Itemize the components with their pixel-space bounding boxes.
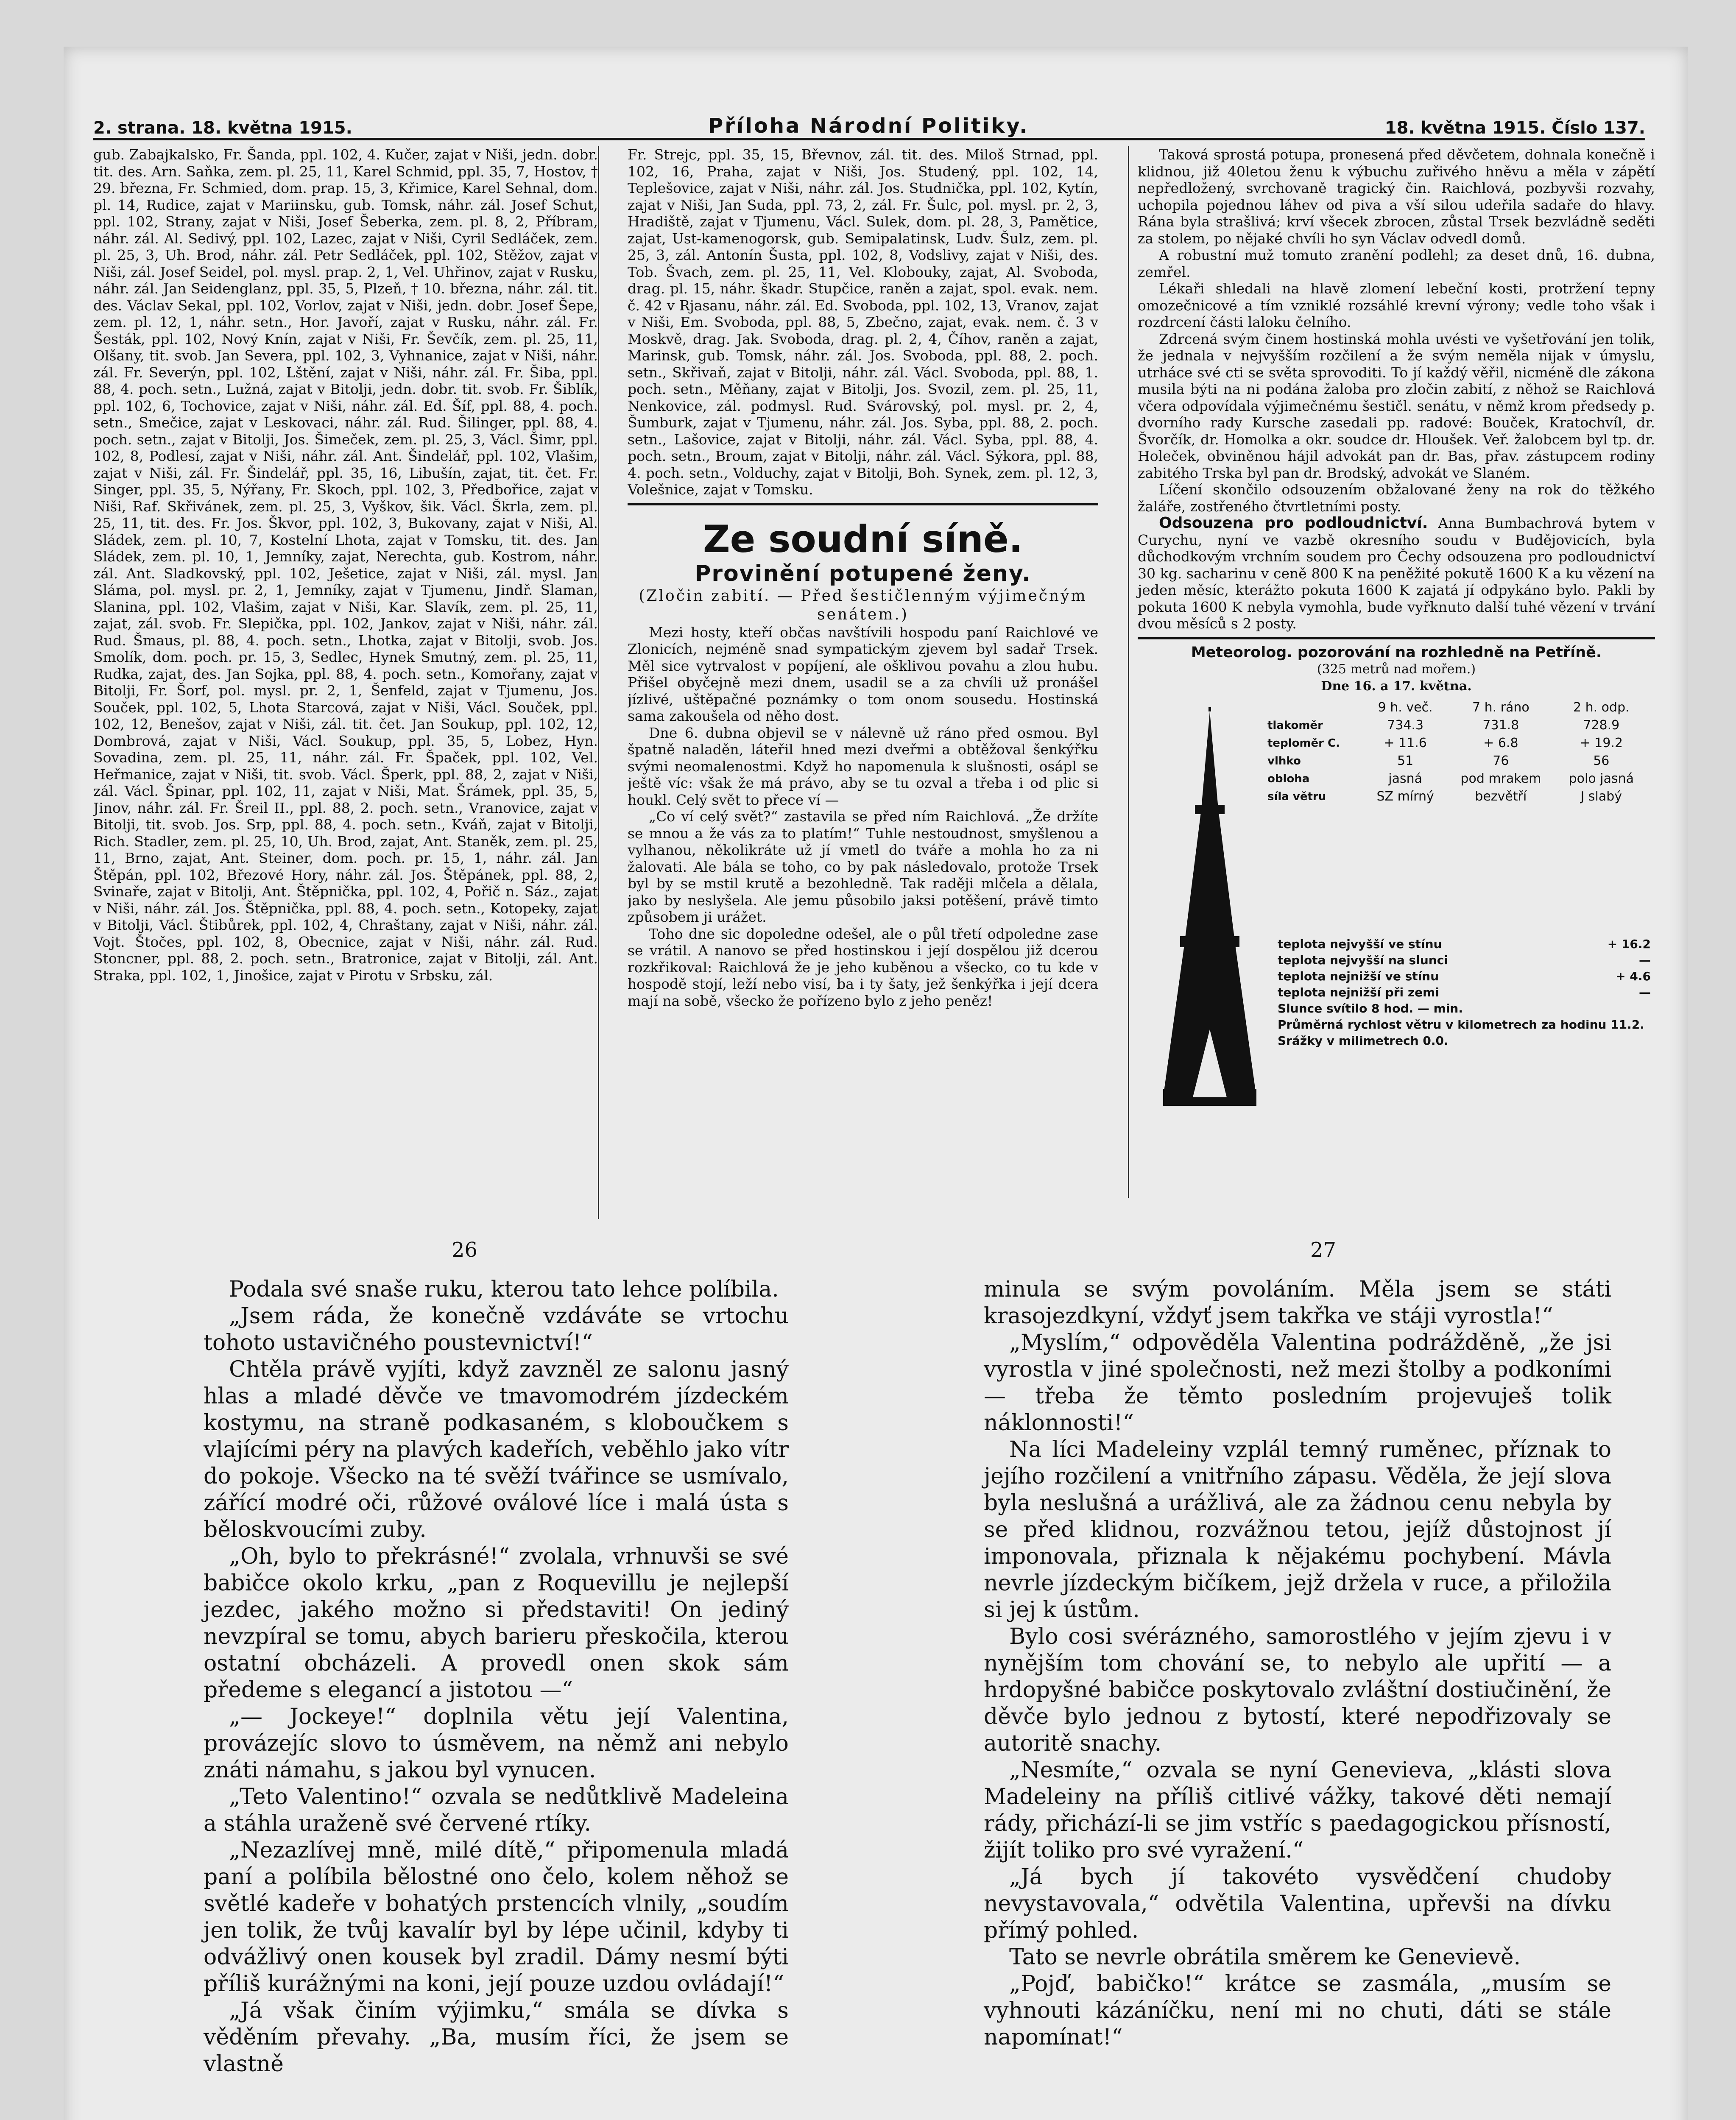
meteo-cell: 728.9 — [1583, 718, 1620, 733]
meteo-subtitle: (325 metrů nad mořem.) — [1317, 662, 1476, 677]
meteo-extremes — [1278, 936, 1651, 1049]
article-subtitle: (Zločin zabití. — Před šestičlenným výjimečným senátem.) — [639, 587, 1087, 623]
novel-paragraph: Chtěla právě vyjíti, když zavzněl ze salonu jasný hlas a mladé děvče ve tmavomodrém jízdeckém kostymu, na straně podkasaném, s kloboučkem s vlajícími péry na plavých kadeřích, veběhlo jako vítr do pokoje. Všecko na té svěží tvářince se usmívalo, zářící modré oči, růžové oválové líce i malá ústa s běloskvoucími zuby. — [204, 1357, 789, 1543]
meteo-cell: jasná — [1388, 771, 1422, 786]
meteo-row — [1265, 717, 1647, 734]
meteo-col-header: 7 h. ráno — [1472, 700, 1529, 715]
meteo-extra-value: + 4.6 — [1616, 969, 1651, 983]
meteo-cell: bezvětří — [1475, 789, 1527, 804]
meteo-table — [1265, 699, 1647, 806]
meteo-extra-row — [1278, 985, 1651, 1001]
novel-paragraph: Bylo cosi svérázného, samorostlého v jejím zjevu i v nynějším tom chování se, to nebylo ale upřití — a hrdopyšné babičce poskytovalo zvláštní dostiučinění, že děvče bylo jednou z bytostí, které nepodřizovaly se autoritě snachy. — [984, 1624, 1611, 1756]
court-section-title: Ze soudní síně. — [703, 517, 1023, 561]
meteo-sunshine: Slunce svítilo 8 hod. — min. — [1278, 1001, 1463, 1015]
article-paragraph: Taková sprostá potupa, pronesená před děvčetem, dohnala konečně i klidnou, již 40letou ženu k výbuchu zuřivého hněvu a měla v zápětí nepředložený, svrchovaně tragický čin. Raichlová, pozbyvši rozvahy, uchopila pojednou láhev od piva a vší silou udeřila sadaře do hlavy. Rána byla strašlivá; krví všecek zbrocen, zůstal Trsek bezvládně seděti za stolem, po nějaké chvíli ho syn Václav odvedl domů. — [1138, 146, 1655, 247]
meteo-row-label: teploměr C. — [1267, 737, 1340, 750]
meteo-cell: pod mrakem — [1460, 771, 1541, 786]
novel-paragraph: „Pojď, babičko!“ krátce se zasmála, „musím se vyhnouti kázáníčku, není mi no chuti, dáti se stále napomínat!“ — [984, 1971, 1611, 2050]
meteo-row — [1265, 752, 1647, 770]
casualty-list-text: gub. Zabajkalsko, Fr. Šanda, ppl. 102, 4. Kučer, zajat v Niši, jedn. dobr. tit. des. Arn. Saňka, zem. pl. 25, 11, Karel Schmid, ppl. 35, 7, Hostov, † 29. března, Fr. Schmied, dom. prap. 15, 3, Křimice, Karel Sehnal, dom. pl. 14, Rudice, zajat v Mariinsku, gub. Tomsk, náhr. zál. Josef Schut, ppl. 102, Strany, zajat v Niši, Josef Šeberka, zem. pl. 8, 2, Příbram, náhr. zál. Al. Sedivý, ppl. 102, Lazec, zajat v Niši, Cyril Sedláček, zem. pl. 25, 3, Uh. Brod, náhr. zál. Petr Sedláček, ppl. 102, Stěžov, zajat v Niši, zál. Josef Seidel, pol. mysl. prap. 2, 1, Vel. Uhřinov, zajat v Rusku, náhr. zál. Jan Seidenglanz, ppl. 35, 5, Plzeň, † 10. března, náhr. zál. tit. des. Václav Sekal, ppl. 102, Vorlov, zajat v Niši, jedn. dobr. Josef Šepe, zem. pl. 12, 1, náhr. setn., Hor. Javoří, zajat v Rusku, náhr. zál. Fr. Šesták, ppl. 102, Nový Knín, zajat v Niši, Fr. Ševčík, zem. pl. 25, 11, Olšany, tit. svob. Jan Severa, ppl. 102, 3, Vyhnanice, zajat v Niši, náhr. zál. Fr. Severýn, ppl. 102, Lštění, zajat v Niši, náhr. zál. Fr. Šiba, ppl. 88, 4. poch. setn., Lužná, zajat v Bitolji, jedn. dobr. tit. svob. Fr. Šiblík, ppl. 102, 6, Tochovice, zajat v Niši, náhr. zál. Ed. Šíf, ppl. 88, 4. poch. setn., Smečice, zajat v Leskovaci, náhr. zál. Rud. Šilinger, ppl. 88, 4. poch. setn., zajat v Bitolji, Jos. Šimeček, zem. pl. 25, 3, Václ. Šimr, ppl. 102, 8, Podlesí, zajat v Niši, náhr. zál. Ant. Šindelář, ppl. 102, Vlašim, zajat v Niši, zál. Fr. Šindelář, ppl. 35, 16, Libušín, zajat, tit. čet. Fr. Singer, ppl. 35, 5, Nýřany, Fr. Skoch, ppl. 102, 3, Předbořice, zajat v Niši, Raf. Skřivánek, zem. pl. 25, 3, Vyškov, šik. Václ. Škrla, zem. pl. 25, 11, tit. des. Fr. Jos. Škvor, ppl. 102, 3, Bukovany, zajat v Niši, Al. Sládek, zem. pl. 10, 7, Kostelní Lhota, zajat v Tomsku, tit. des. Jan Sládek, zem. pl. 10, 1, Jemníky, zajat, Nerechta, gub. Kostrom, náhr. zál. Ant. Sladkovský, ppl. 102, Ješetice, zajat v Niši, zál. mysl. Jan Sláma, pol. mysl. pr. 2, 1, Jemníky, zajat v Tjumenu, Jindř. Slaman, Slanina, ppl. 102, Vlašim, zajat v Niši, Kar. Slavík, zem. pl. 25, 11, zajat, zál. svob. Fr. Slepička, ppl. 102, Jankov, zajat v Niši, náhr. zál. Rud. Šmaus, pl. 88, 4. poch. setn., Lhotka, zajat v Bitolji, svob. Jos. Smolík, dom. poch. pr. 15, 3, Sedlec, Hynek Smutný, zem. pl. 25, 11, Rudka, zajat, des. Jan Sojka, ppl. 88, 4. poch. setn., Komořany, zajat v Bitolji, Fr. Šorf, pol. mysl. pr. 2, 1, Šenfeld, zajat v Tjumenu, Jos. Souček, ppl. 102, 5, Lhota Starcová, zajat v Niši, Václ. Souček, ppl. 102, 12, Benešov, zajat v Niši, zál. tit. čet. Jan Soukup, ppl. 102, 12, Dombrová, zajat v Niši, Václ. Soukup, ppl. 35, 5, Lobez, Hyn. Sovadina, zem. pl. 25, 11, náhr. zál. Fr. Špaček, ppl. 102, Vel. Heřmanice, zajat v Niši, tit. svob. Václ. Šperk, ppl. 88, 2, zajat v Niši, zál. Václ. Špinar, ppl. 102, 11, zajat v Niši, Mat. Šrámek, ppl. 35, 5, Jinov, náhr. zál. Fr. Šreil II., ppl. 88, 2. poch. setn., Vranovice, zajat v Bitolji, tit. svob. Jos. Srp, ppl. 88, 4. poch. setn., Kváň, zajat v Bitolji, Rich. Stadler, zem. pl. 25, 10, Uh. Brod, zajat, Ant. Staněk, zem. pl. 25, 11, Brno, zajat, Ant. Steiner, dom. poch. pr. 15, 1, náhr. zál. Jan Štěpán, ppl. 102, Březové Hory, náhr. zál. Jos. Štěpánek, ppl. 88, 2, Svinaře, zajat v Bitolji, Ant. Štěpnička, ppl. 102, 4, Pořič n. Sáz., zajat v Niši, náhr. zál. Jos. Štěpnička, ppl. 88, 4. poch. setn., Kotopeky, zajat v Bitolji, Václ. Štibůrek, ppl. 102, 4, Chraštany, zajat v Niši, náhr. zál. Vojt. Štočes, ppl. 102, 8, Obecnice, zajat v Niši, náhr. zál. Rud. Stoncner, ppl. 88, 2. poch. setn., Bratronice, zajat v Bitolji, zál. Ant. Straka, ppl. 102, 1, Jinošice, zajat v Pirotu v Srbsku, zál. — [93, 146, 598, 984]
article-paragraph: Mezi hosty, kteří občas navštívili hospodu paní Raichlové ve Zlonicích, nejméně snad sympatickým zjevem byl sadař Trsek. Měl sice vytrvalost v popíjení, ale ošklivou povahu a zlou hubu. Přišel obyčejně mezi dnem, usadil se a za chvíli už pronášel jízlivé, uštěpačné poznámky o tom onom sousedu. Hostinská sama zakoušela od něho dost. — [628, 624, 1098, 724]
meteo-title: Meteorolog. pozorování na rozhledně na Petříně. — [1191, 644, 1602, 661]
meteo-col-header: 9 h. več. — [1378, 700, 1433, 715]
meteo-extra-row — [1278, 936, 1651, 952]
novel-paragraph: minula se svým povoláním. Měla jsem se státi krasojezdkyní, vždyť jsem takřka ve stáji vyrostla!“ — [984, 1277, 1611, 1329]
petrin-tower-illustration — [1155, 707, 1265, 1114]
meteo-extra-label: teplota nejvyšší ve stínu — [1278, 937, 1442, 951]
smuggling-title: Odsouzena pro podloudnictví. — [1159, 514, 1428, 532]
article-paragraph: A robustní muž tomuto zranění podlehl; za deset dnů, 16. dubna, zemřel. — [1138, 247, 1655, 280]
meteo-cell: + 11.6 — [1384, 736, 1427, 750]
meteo-header-row — [1265, 699, 1647, 717]
meteo-extra-row — [1278, 968, 1651, 985]
meteo-row-label: vlhko — [1267, 755, 1301, 767]
meteo-extra-label: teplota nejvyšší na slunci — [1278, 953, 1448, 967]
meteo-row — [1265, 788, 1647, 806]
novel-paragraph: „Nesmíte,“ ozvala se nyní Genevieva, „klásti slova Madeleiny na příliš citlivé vážky, takové děti nemají rády, přichází-li se jim vstříc s paedagogickou přísností, žijít toliko pro své vyražení.“ — [984, 1757, 1611, 1863]
column-middle — [628, 146, 1098, 1198]
meteo-wind-speed: Průměrná rychlost větru v kilometrech za hodinu 11.2. — [1278, 1018, 1644, 1032]
novel-paragraph: „Teto Valentino!“ ozvala se nedůtklivě Madeleina a stáhla uraženě své červené rtíky. — [204, 1784, 789, 1836]
novel-paragraph: „Já však činím výjimku,“ smála se dívka s věděním převahy. „Ba, musím říci, že jsem se vlastně — [204, 1998, 789, 2077]
meteo-cell: J slabý — [1580, 789, 1622, 804]
column-casualty-list-1 — [93, 146, 599, 1219]
meteo-cell: 731.8 — [1482, 718, 1519, 733]
novel-paragraph: „Oh, bylo to překrásné!“ zvolala, vrhnuvši se své babičce okolo krku, „pan z Roquevillu je nejlepší jezdec, jakého možno si představiti! On jediný nevzpíral se tomu, abych barieru přeskočila, kterou ostatní obcházeli. A provedl onen skok sám předeme s elegancí a jistotou —“ — [204, 1544, 789, 1703]
novel-paragraph: Tato se nevrle obrátila směrem ke Genevievě. — [1009, 1944, 1521, 1970]
meteo-box — [1138, 699, 1655, 1123]
article-title: Provinění potupené ženy. — [695, 561, 1031, 586]
article-paragraph: Líčení skončilo odsouzením obžalované ženy na rok do těžkého žaláře, zostřeného čtvrtletními posty. — [1138, 481, 1655, 515]
novel-page-right — [984, 1276, 1611, 2051]
novel-paragraph: „Myslím,“ odpověděla Valentina podrážděně, „že jsi vyrostla v jiné společnosti, než mezi štolby a podkoními — třeba že těmto posledním projevuješ tolik náklonnosti!“ — [984, 1330, 1611, 1436]
meteo-cell: + 6.8 — [1483, 736, 1518, 750]
divider — [1138, 637, 1655, 639]
meteo-row — [1265, 734, 1647, 752]
article-paragraph: Lékaři shledali na hlavě zlomení lebeční kosti, protržení tepny omozečnicové a tím vzniklé rozsáhlé krevní výrony; vedle toho však i rozdrcení části laloku čelního. — [1138, 280, 1655, 330]
divider — [628, 503, 1098, 505]
meteo-extra-row — [1278, 952, 1651, 968]
novel-paragraph: „— Jockeye!“ doplnila větu její Valentina, provázejíc slovo to úsměvem, na němž ani nebylo znáti námahu, s jakou byl vynucen. — [204, 1704, 789, 1783]
meteo-cell: 51 — [1397, 753, 1414, 768]
meteo-cell: SZ mírný — [1376, 789, 1434, 804]
novel-paragraph: „Nezazlívej mně, milé dítě,“ připomenula mladá paní a políbila bělostné ono čelo, kolem něhož se světlé kadeře v bohatých prstencích vlnily, „soudím jen tolik, že tvůj kavalír byl by lépe učinil, kdyby ti odvážlivý onen kousek byl zradil. Dámy nesmí býti příliš kurážnými na koni, její pouze uzdou ovládají!“ — [204, 1838, 789, 1997]
meteo-cell: + 19.2 — [1580, 736, 1623, 750]
novel-paragraph: „Jsem ráda, že konečně vzdáváte se vrtochu tohoto ustavičného poustevnictví!“ — [204, 1303, 789, 1356]
meteo-cell: 76 — [1493, 753, 1509, 768]
meteo-extra-value: + 16.2 — [1607, 937, 1651, 951]
article-paragraph: Dne 6. dubna objevil se v nálevně už ráno před osmou. Byl špatně naladěn, láteřil hned mezi dveřmi a obtěžoval šenkýřku svými neomalenostmi. Když ho napomenula k slušnosti, osápl se ještě víc: však že má právo, aby se tu ozval a třeba i od plic si houkl. Celý svět to přece ví — — [628, 724, 1098, 808]
novel-page-left — [204, 1276, 789, 2078]
meteo-row-label: obloha — [1267, 773, 1310, 785]
meteo-extra-label: teplota nejnižší ve stínu — [1278, 969, 1439, 983]
meteo-dates: Dne 16. a 17. května. — [1321, 678, 1472, 694]
novel-paragraph: Podala své snaše ruku, kterou tato lehce políbila. — [229, 1277, 779, 1302]
meteo-extra-label: teplota nejnižší při zemi — [1278, 985, 1439, 999]
novel-paragraph: Na líci Madeleiny vzplál temný ruměnec, příznak to jejího rozčilení a vnitřního zápasu. Věděla, že její slova byla neslušná a urážlivá, ale za žádnou cenu nebyla by se před klidnou, rozvážnou tetou, jejíž důstojnost jí imponovala, přiznala k nějakému pochybení. Mávla nevrle jízdeckým bičíkem, jejž držela v ruce, a přiložila si jej k ústům. — [984, 1437, 1611, 1623]
meteo-extra-value: — — [1639, 953, 1651, 967]
smuggling-text: Anna Bumbachrová bytem v Curychu, nyní ve vazbě okresního soudu v Budějovicích, byla důchodkovým vrchním soudem pro Čechy odsouzena pro podloudnictví 30 kg. sacharinu v ceně 800 K na peněžité pokutě 1600 K a ku vězení na jeden měsíc, kterážto pokuta 1600 K zajatá jí odpykáno bylo. Pakli by pokuta 1600 K nebyla vymohla, bude vyřknuto další tuhé vězení v trvání dvou měsíců s 2 posty. — [1138, 515, 1655, 632]
article-paragraph: „Co ví celý svět?“ zastavila se před ním Raichlová. „Že držíte se mnou a že vás za to platím!“ Tuhle nestoudnost, smyšlenou a vylhanou, několikráte už jí vmetl do tváře a mohla ho za ni žalovati. Ale bála se toho, co by pak následovalo, protože Trsek byl by se mstil krutě a bezohledně. Tak raději mlčela a dělala, jako by neslyšela. Ale jemu působilo jaksi potěšení, právě timto způsobem ji urážet. — [628, 808, 1098, 925]
meteo-cell: 56 — [1593, 753, 1610, 768]
page-number-left: 26 — [452, 1238, 478, 1262]
header-left: 2. strana. 18. května 1915. — [93, 118, 352, 138]
header-right: 18. května 1915. Číslo 137. — [1384, 118, 1645, 138]
meteo-row-label: tlakoměr — [1267, 719, 1323, 732]
casualty-list-text: Fr. Strejc, ppl. 35, 15, Břevnov, zál. tit. des. Miloš Strnad, ppl. 102, 16, Praha, zajat v Niši, Jos. Studený, ppl. 102, 14, Teplešovice, zajat v Niši, náhr. zál. Jos. Studnička, ppl. 102, Kytín, zajat v Niši, Jan Suda, ppl. 73, 2, zál. Fr. Šulc, pol. mysl. pr. 2, 3, Hradiště, zajat v Tjumenu, Václ. Sulek, dom. pl. 28, 3, Pamětice, zajat, Ust-kamenogorsk, gub. Semipalatinsk, Ludv. Šulz, zem. pl. 25, 3, zál. Antonín Šusta, ppl. 102, 8, Vodslivy, zajat v Niši, des. Tob. Švach, zem. pl. 25, 11, Vel. Klobouky, zajat, Al. Svoboda, drag. pl. 15, náhr. škadr. Stupčice, raněn a zajat, spol. evak. nem. č. 42 v Rjasanu, náhr. zál. Ed. Svoboda, ppl. 102, 13, Vranov, zajat v Niši, Em. Svoboda, ppl. 88, 5, Zbečno, zajat, evak. nem. č. 3 v Moskvě, drag. Jak. Svoboda, drag. pl. 2, 4, Číhov, raněn a zajat, Marinsk, gub. Tomsk, náhr. zál. Jos. Svoboda, ppl. 88, 2. poch. setn., Skřivaň, zajat v Bitolji, náhr. zál. Václ. Svoboda, ppl. 88, 1. poch. setn., Měňany, zajat v Bitolji, Jos. Svozil, zem. pl. 25, 11, Nenkovice, zál. podmysl. Rud. Svárovský, pol. mysl. pr. 2, 4, Šumburk, zajat v Tjumenu, náhr. zál. Jos. Syba, ppl. 88, 2. poch. setn., Lašovice, zajat v Bitolji, náhr. zál. Václ. Syba, ppl. 88, 4. poch. setn., Broum, zajat v Bitolji, náhr. zál. Václ. Sýkora, ppl. 88, 4. poch. setn., Volduchy, zajat v Bitolji, Boh. Synek, zem. pl. 12, 3, Volešnice, zajat v Tomsku. — [628, 146, 1098, 498]
header-title: Příloha Národní Politiky. — [708, 114, 1029, 138]
page-number-right: 27 — [1310, 1238, 1337, 1262]
meteo-precipitation: Srážky v milimetrech 0.0. — [1278, 1034, 1449, 1048]
article-paragraph: Toho dne sic dopoledne odešel, ale o půl třetí odpoledne zase se vrátil. A nanovo se před hostinskou i její dospělou již dcerou rozkřikoval: Raichlová že je jeho kuběnou a všecko, co tu kde v hospodě stojí, leží nebo visí, ba i ty šaty, jež šenkýřka i její dcera mají na sobě, všecko že pořízeno bylo z jeho peněz! — [628, 925, 1098, 1009]
novel-paragraph: „Já bych jí takovéto vysvědčení chudoby nevystavovala,“ odvětila Valentina, upřevši na dívku přímý pohled. — [984, 1864, 1611, 1943]
meteo-cell: 734.3 — [1387, 718, 1424, 733]
column-right — [1128, 146, 1655, 1198]
meteo-row-label: síla větru — [1267, 790, 1326, 803]
page-header — [93, 108, 1645, 140]
meteo-cell: polo jasná — [1569, 771, 1634, 786]
meteo-row — [1265, 770, 1647, 788]
meteo-extra-value: — — [1639, 985, 1651, 999]
smuggling-article — [1138, 515, 1655, 632]
meteo-col-header: 2 h. odp. — [1573, 700, 1630, 715]
article-paragraph: Zdrcená svým činem hostinská mohla uvésti ve vyšetřování jen tolik, že jednala v nejvyšším rozčilení a že svým neměla nijak v úmyslu, utrháce své cti se světa sprovoditi. To jí každý věřil, nicméně dle zákona musila býti na ni podána žaloba pro zločin zabití, z něhož se Raichlová včera odpovídala výjimečnému šestičl. senátu, v němž krom předsedy p. dvorního rady Kursche zasedali pp. radové: Bouček, Kratochvíl, dr. Švorčík, dr. Homolka a okr. soudce dr. Hloušek. Veř. žalobcem byl tp. dr. Holeček, obviněnou hájil advokát pan dr. Bas, přav. zástupcem rodiny zabitého Trska byl pan dr. Brodský, advokát ve Slaném. — [1138, 330, 1655, 481]
